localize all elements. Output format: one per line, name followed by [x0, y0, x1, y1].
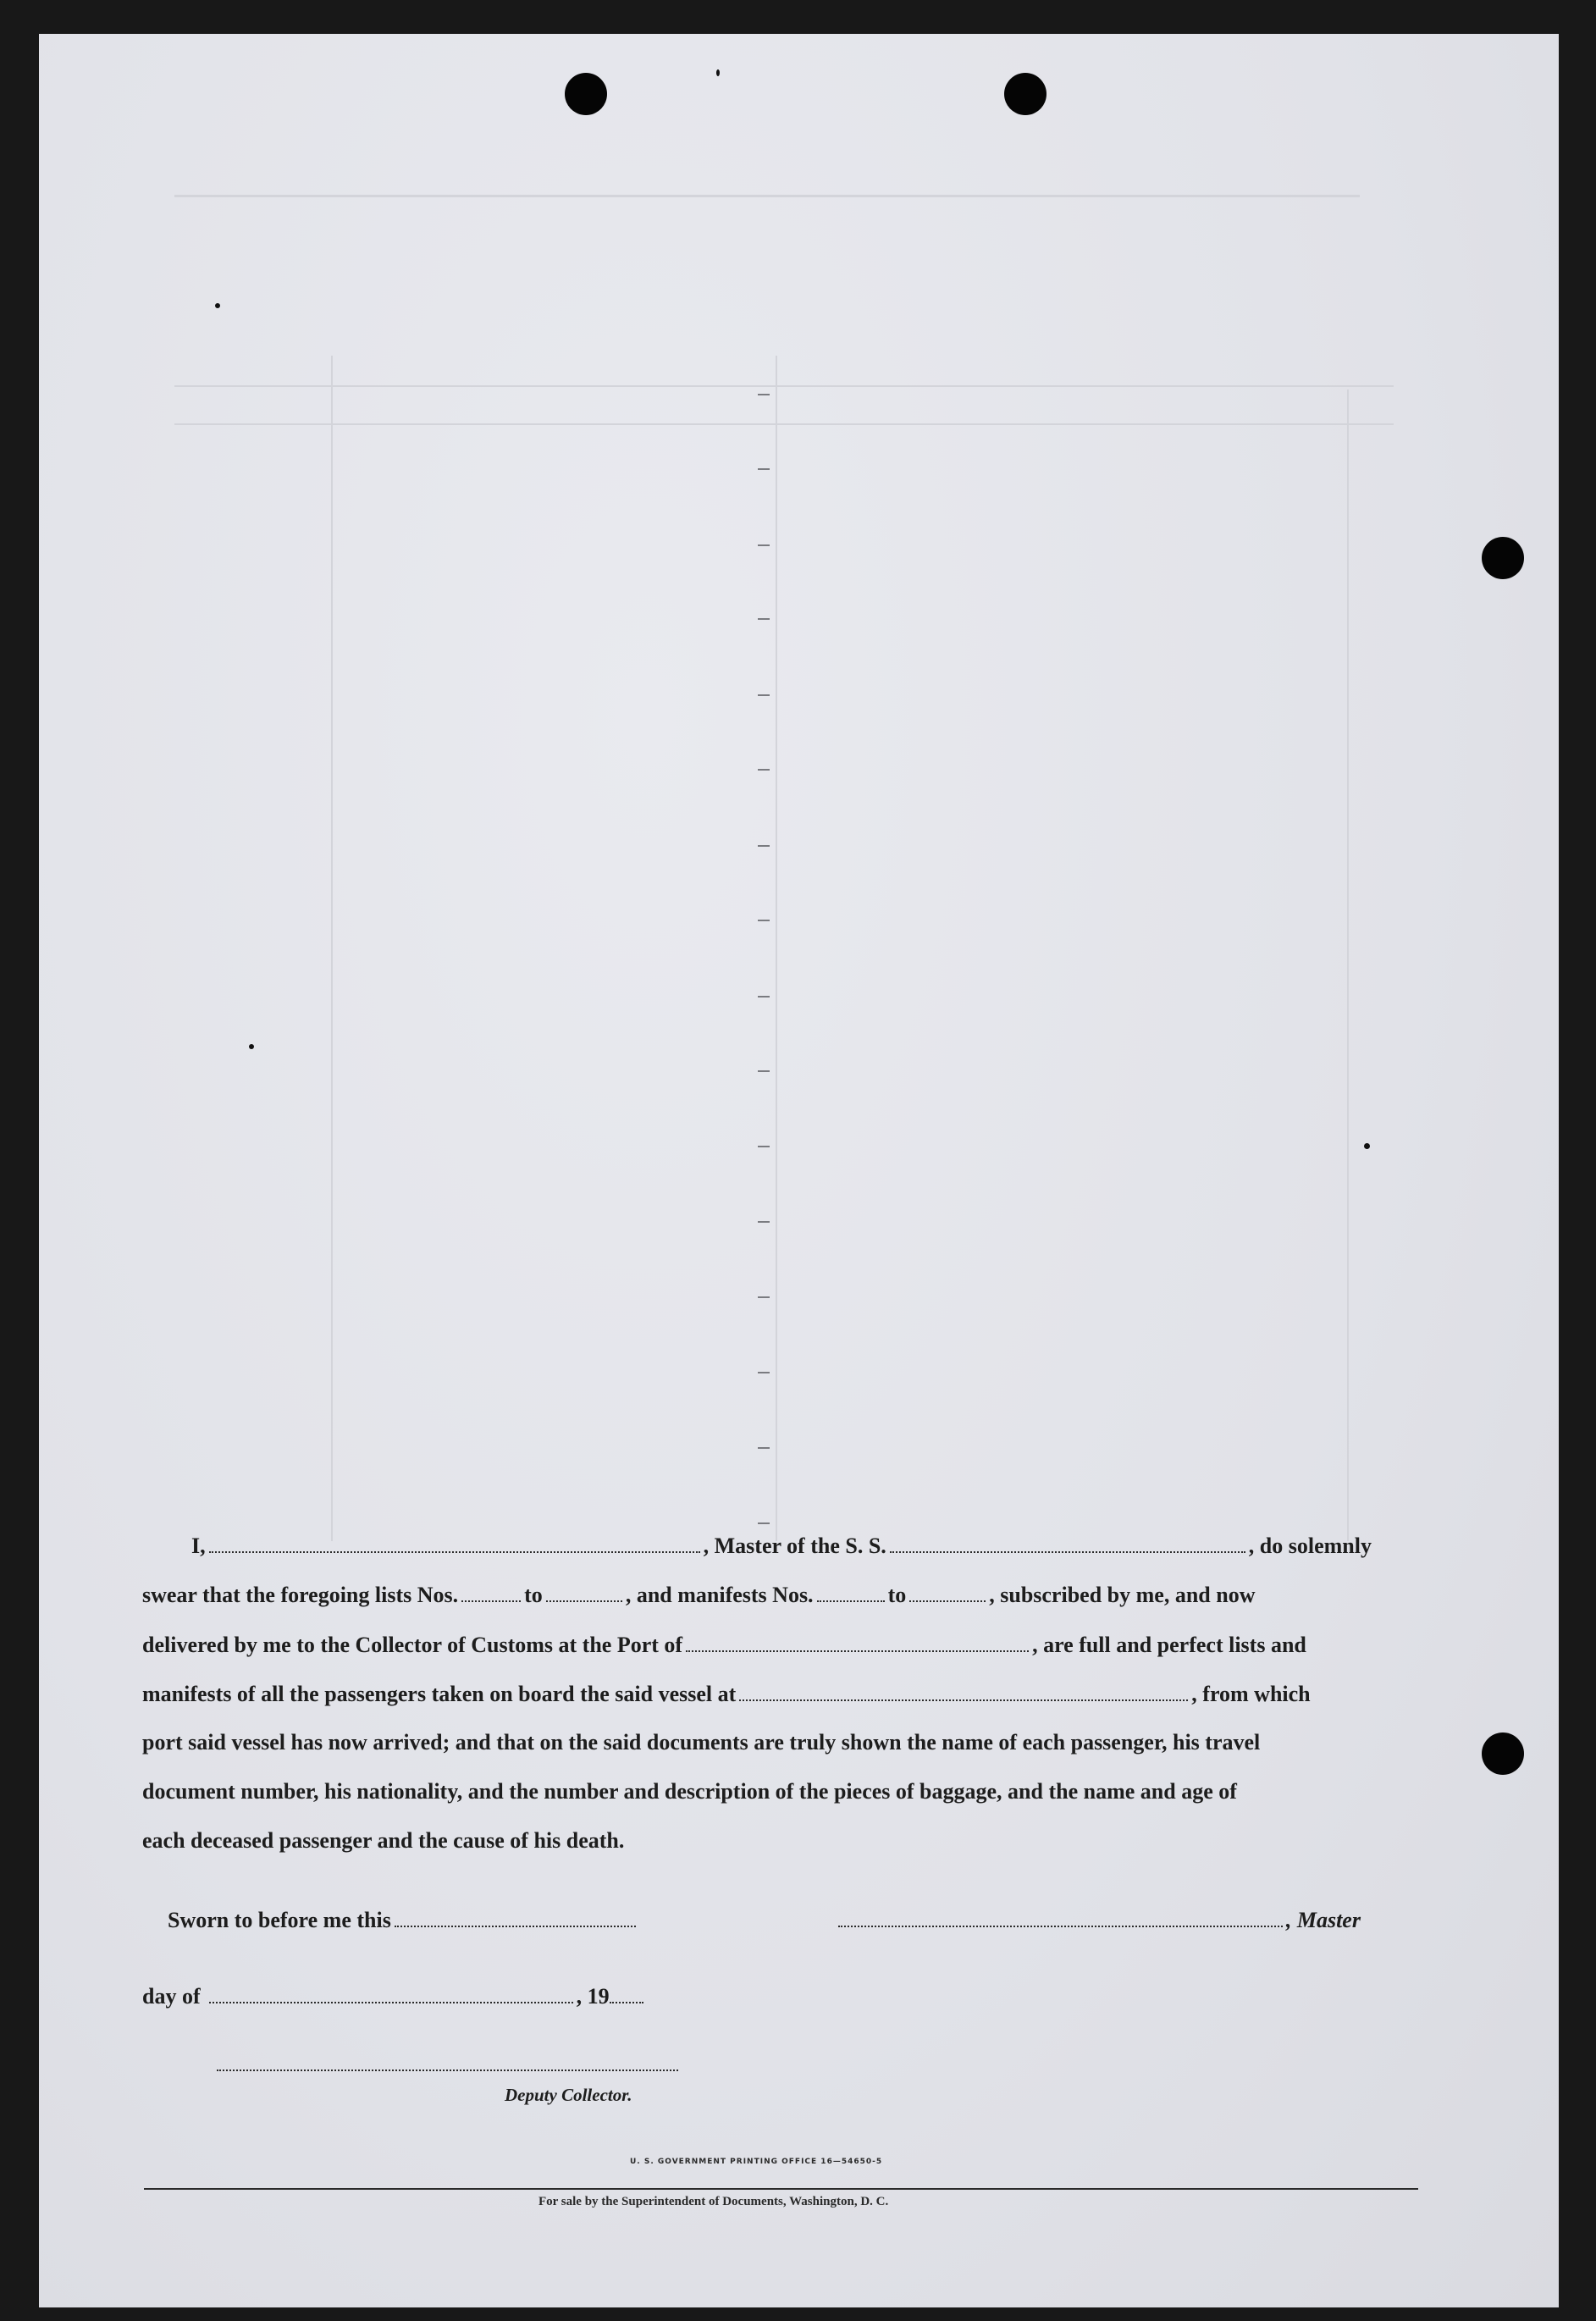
oath-text: I,: [191, 1534, 206, 1558]
oath-text: to: [524, 1583, 543, 1607]
oath-text: , subscribed by me, and now: [989, 1583, 1256, 1607]
day-label: day of: [142, 1984, 201, 2009]
bleed-through-line: [776, 356, 777, 1541]
year-prefix: , 19: [576, 1984, 610, 2009]
deputy-collector-label: Deputy Collector.: [505, 2085, 632, 2105]
column-dash: [758, 544, 770, 546]
column-dash: [758, 1146, 770, 1147]
column-dash: [758, 394, 770, 395]
ink-speck: [249, 1044, 254, 1049]
oath-text: , and manifests Nos.: [625, 1583, 814, 1607]
column-dash: [758, 1070, 770, 1072]
bleed-through-line: [174, 385, 1394, 387]
master-name-blank[interactable]: [209, 1533, 700, 1553]
column-dash: [758, 845, 770, 847]
manifest-from-blank[interactable]: [817, 1582, 885, 1602]
sale-notice: For sale by the Superintendent of Documents, Washington, D. C.: [538, 2195, 889, 2208]
column-dash: [758, 1221, 770, 1223]
deputy-label-row: [142, 2085, 1417, 2122]
embark-port-blank[interactable]: [739, 1681, 1188, 1701]
sworn-line: [142, 1907, 1417, 1944]
master-signature-blank[interactable]: [838, 1907, 1283, 1927]
bleed-through-line: [174, 195, 1360, 197]
column-dash: [758, 920, 770, 921]
day-line: [142, 1983, 1417, 2020]
oath-text: , are full and perfect lists and: [1032, 1633, 1306, 1657]
column-dash: [758, 769, 770, 771]
master-label: , Master: [1285, 1908, 1361, 1932]
oath-line-6: [142, 1779, 1417, 1816]
manifest-to-blank[interactable]: [909, 1582, 986, 1602]
oath-text: delivered by me to the Collector of Customs at the Port of: [142, 1633, 683, 1657]
bleed-through-line: [1347, 390, 1349, 1541]
punch-hole: [565, 73, 607, 115]
sworn-date-blank[interactable]: [395, 1907, 636, 1927]
oath-text: , Master of the S. S.: [703, 1534, 886, 1558]
sworn-label: Sworn to before me this: [168, 1908, 391, 1932]
oath-line-5: [142, 1730, 1417, 1767]
oath-text: , from which: [1191, 1682, 1311, 1706]
printing-office-imprint: U. S. GOVERNMENT PRINTING OFFICE 16—54650-5: [630, 2158, 883, 2166]
column-dash: [758, 468, 770, 470]
column-dash: [758, 618, 770, 620]
column-dash: [758, 996, 770, 997]
punch-hole: [1004, 73, 1047, 115]
column-dash: [758, 694, 770, 696]
punch-hole: [1482, 1732, 1524, 1775]
oath-line-4: [142, 1681, 1417, 1718]
ink-speck: [716, 69, 720, 76]
manifest-sheet: [39, 34, 1559, 2307]
oath-line-7: [142, 1828, 1417, 1865]
column-dash: [758, 1296, 770, 1298]
month-blank[interactable]: [209, 1983, 573, 2003]
vessel-name-blank[interactable]: [890, 1533, 1245, 1553]
column-dash: [758, 1522, 770, 1524]
oath-text: document number, his nationality, and the number and description of the pieces of baggage, and the name and age of: [142, 1779, 1237, 1804]
list-from-blank[interactable]: [461, 1582, 521, 1602]
column-dash: [758, 1372, 770, 1373]
oath-line-1: [142, 1533, 1417, 1570]
ink-speck: [1364, 1143, 1370, 1149]
bleed-through-line: [331, 356, 333, 1541]
oath-line-2: [142, 1582, 1417, 1619]
footer-rule: [144, 2188, 1418, 2190]
punch-hole: [1482, 537, 1524, 579]
year-blank[interactable]: [610, 1983, 643, 2003]
oath-text: manifests of all the passengers taken on board the said vessel at: [142, 1682, 737, 1706]
deputy-signature-blank[interactable]: [217, 2051, 678, 2071]
oath-text: to: [887, 1583, 907, 1607]
oath-text: swear that the foregoing lists Nos.: [142, 1583, 459, 1607]
bleed-through-line: [174, 423, 1394, 425]
ink-speck: [215, 303, 220, 308]
port-blank[interactable]: [686, 1632, 1029, 1652]
oath-text: each deceased passenger and the cause of his death.: [142, 1828, 625, 1853]
column-dash: [758, 1447, 770, 1449]
oath-text: , do solemnly: [1248, 1534, 1372, 1558]
list-to-blank[interactable]: [546, 1582, 622, 1602]
oath-line-3: [142, 1632, 1417, 1669]
deputy-line: [142, 2051, 1417, 2088]
oath-text: port said vessel has now arrived; and that on the said documents are truly shown the name of each passenger, his travel: [142, 1730, 1261, 1755]
